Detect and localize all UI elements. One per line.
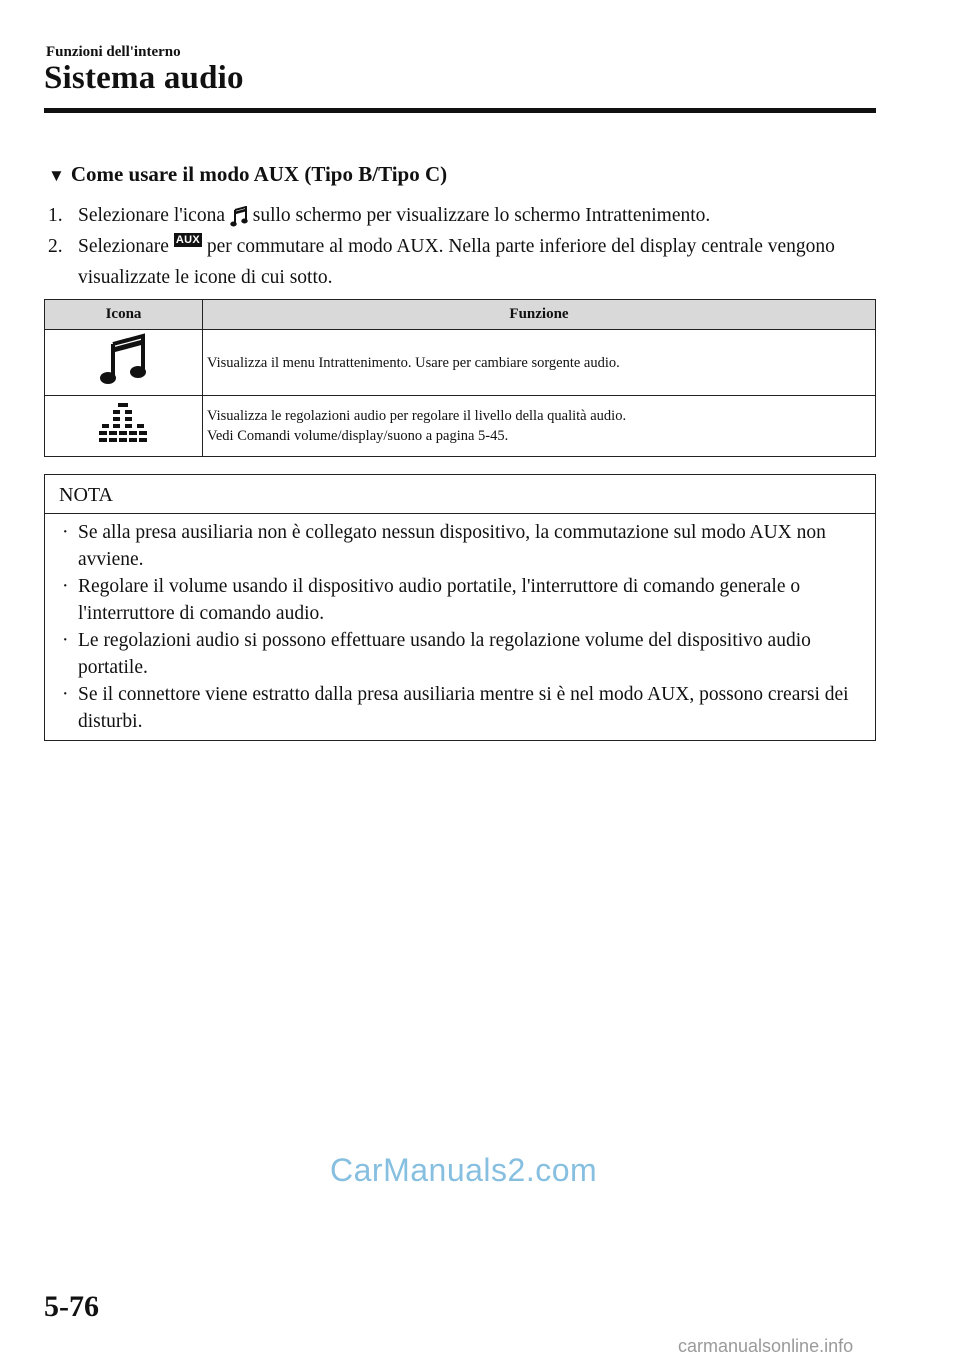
table-icon-cell [45,396,203,457]
music-note-icon [230,206,248,228]
bullet-dot-icon: · [62,576,69,597]
step-number: 1. [48,205,63,226]
step-text: Selezionare l'icona [78,205,225,226]
bullet-dot-icon: · [62,630,69,651]
table-row [45,396,876,457]
table-row [45,330,876,396]
note-text: Se alla presa ausiliaria non è collegato nessun dispositivo, la commutazione sul modo AUX non avviene. [78,522,826,570]
page-title: Sistema audio [44,60,244,96]
note-item [62,627,875,681]
note-item [62,681,875,735]
step-2 [48,231,878,293]
function-text: Visualizza le regolazioni audio per regolare il livello della qualità audio. [207,408,627,424]
note-box [44,474,876,741]
bullet-dot-icon: · [62,522,69,543]
note-title: NOTA [45,475,875,514]
step-1 [48,200,878,231]
note-text: Regolare il volume usando il dispositivo audio portatile, l'interruttore di comando generale o l'interruttore di comando audio. [78,576,801,624]
step-text: per commutare al modo AUX. Nella parte inferiore del display centrale vengono visualizzate le icone di cui sotto. [78,236,835,288]
chapter-label: Funzioni dell'interno [46,44,181,60]
table-function-cell [203,330,876,396]
note-text: Le regolazioni audio si possono effettuare usando la regolazione volume del dispositivo audio portatile. [78,630,811,678]
step-number: 2. [48,236,63,257]
table-header-function: Funzione [203,300,876,330]
note-text: Se il connettore viene estratto dalla presa ausiliaria mentre si è nel modo AUX, possono crearsi dei disturbi. [78,684,849,732]
step-text: Selezionare [78,236,169,257]
table-function-cell [203,396,876,457]
music-note-icon [99,332,149,388]
icon-function-table [44,299,876,457]
function-text: Visualizza il menu Intrattenimento. Usare per cambiare sorgente audio. [207,354,620,371]
equalizer-icon [97,401,151,447]
table-header-icon: Icona [45,300,203,330]
section-heading-text: Come usare il modo AUX (Tipo B/Tipo C) [70,162,448,186]
table-icon-cell [45,330,203,396]
step-text: sullo schermo per visualizzare lo schermo Intrattenimento. [252,205,711,226]
steps-list [48,200,878,293]
triangle-bullet-icon: ▼ [48,166,65,185]
note-item [62,519,875,573]
title-divider [44,108,876,113]
table-header-row [45,300,876,330]
section-heading [48,162,447,187]
page-number: 5-76 [44,1290,99,1323]
watermark: CarManuals2.com [330,1152,598,1188]
aux-icon: AUX [175,234,200,246]
note-item [62,573,875,627]
note-list [45,514,875,735]
function-text: Vedi Comandi volume/display/suono a pagina 5-45. [207,428,509,444]
site-footer-link[interactable]: carmanualsonline.info [678,1336,854,1356]
bullet-dot-icon: · [62,684,69,705]
